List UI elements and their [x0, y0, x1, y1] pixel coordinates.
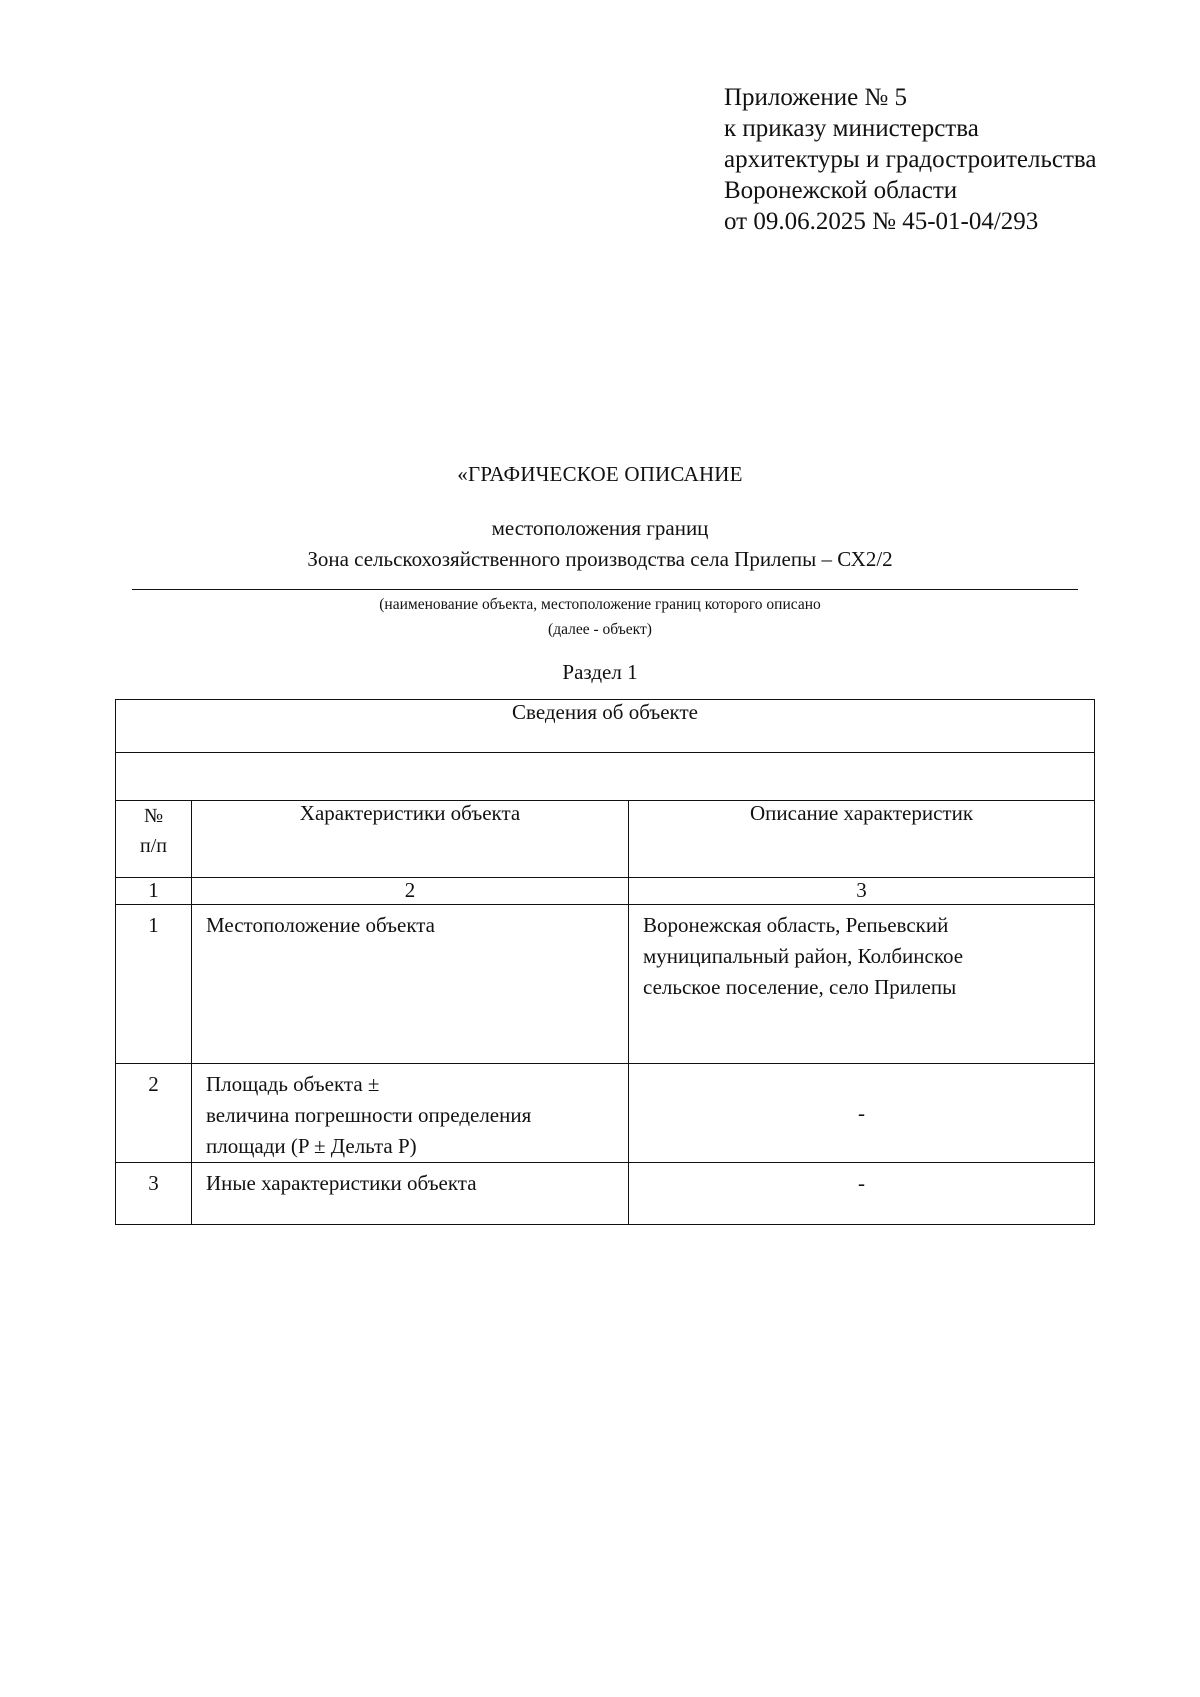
characteristic-cell	[192, 905, 629, 1064]
characteristic-line: величина погрешности определения	[206, 1103, 532, 1127]
column-number: 3	[629, 878, 1095, 905]
characteristic-text: Местоположение объекта	[206, 913, 436, 937]
object-note: (наименование объекта, местоположение границ которого описано	[379, 596, 821, 613]
column-header-num	[116, 801, 192, 878]
document-subtitle: местоположения границ	[491, 516, 709, 540]
description-cell: -	[629, 1064, 1095, 1163]
table-column-header-row	[116, 801, 1095, 878]
row-number: 3	[148, 1171, 159, 1195]
characteristic-text	[192, 1064, 628, 1162]
appendix-line: к приказу министерства	[724, 115, 979, 142]
row-number: 1	[148, 913, 159, 937]
document-title: «ГРАФИЧЕСКОЕ ОПИСАНИЕ	[457, 462, 743, 486]
table-header-row	[116, 700, 1095, 753]
column-number: 1	[116, 878, 192, 905]
description-text	[629, 905, 1094, 1003]
section-title: Раздел 1	[562, 660, 638, 684]
characteristic-cell	[192, 1064, 629, 1163]
table-blank-cell	[116, 753, 1095, 801]
row-number-cell	[116, 905, 192, 1064]
description-line: Воронежская область, Репьевский	[643, 913, 949, 937]
object-note-continued: (далее - объект)	[548, 621, 652, 638]
table-blank-row	[116, 753, 1095, 801]
table-header: Сведения об объекте	[116, 700, 1095, 753]
table-column-numbers-row	[116, 878, 1095, 905]
characteristic-line: площади (P ± Дельта P)	[206, 1134, 417, 1158]
row-number-cell	[116, 1163, 192, 1225]
table-row	[116, 1163, 1095, 1225]
appendix-line: Воронежской области	[724, 177, 958, 204]
underline-rule	[132, 589, 1078, 590]
column-header-characteristics: Характеристики объекта	[192, 801, 629, 878]
row-number-cell	[116, 1064, 192, 1163]
description-cell: -	[629, 1163, 1095, 1225]
object-info-table	[115, 699, 1095, 1225]
column-number: 2	[192, 878, 629, 905]
characteristic-line: Площадь объекта ±	[206, 1072, 380, 1096]
appendix-line: от 09.06.2025 № 45-01-04/293	[724, 208, 1039, 235]
description-line: сельское поселение, село Прилепы	[643, 975, 957, 999]
appendix-line: архитектуры и градостроительства	[724, 146, 1097, 173]
description-line: муниципальный район, Колбинское	[643, 944, 964, 968]
column-header-num-line: п/п	[140, 835, 167, 857]
table-row	[116, 905, 1095, 1064]
characteristic-text: Иные характеристики объекта	[206, 1171, 477, 1195]
column-header-description: Описание характеристик	[629, 801, 1095, 878]
row-number: 2	[148, 1072, 159, 1096]
table-row	[116, 1064, 1095, 1163]
object-name: Зона сельскохозяйственного производства села Прилепы – СХ2/2	[307, 547, 893, 571]
appendix-line: Приложение № 5	[724, 84, 908, 111]
column-header-num-line: №	[143, 805, 164, 827]
description-cell	[629, 905, 1095, 1064]
characteristic-cell	[192, 1163, 629, 1225]
appendix-block	[724, 82, 1096, 237]
